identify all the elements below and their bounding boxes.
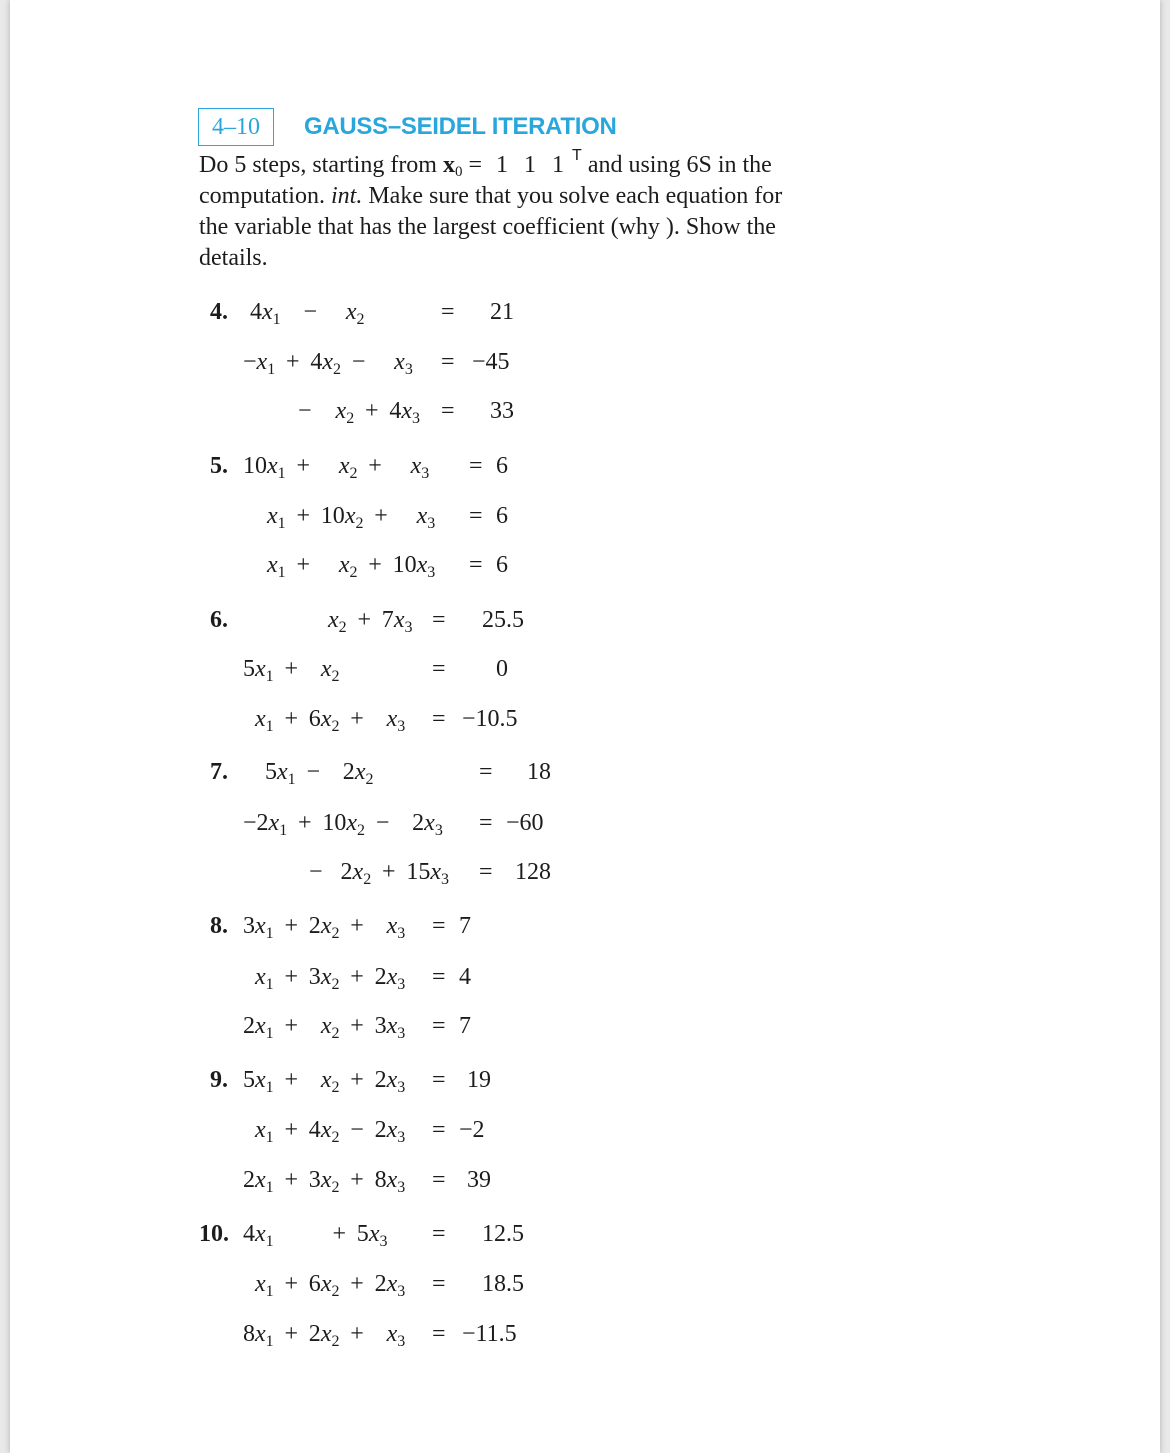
- equation-row: $x_1 + 6x_2 + 2x_3$: [255, 1271, 406, 1300]
- equals-sign: =: [432, 1067, 446, 1093]
- equation-row: $x_1 + 4x_2 - 2x_3$: [255, 1117, 406, 1146]
- right-hand-side: 21: [490, 299, 514, 325]
- right-hand-side: 33: [490, 398, 514, 424]
- right-hand-side: −60: [506, 810, 544, 836]
- equation-row: $2x_1$ + $x_2 + 3x_3$: [243, 1013, 406, 1042]
- equation-row: $5x_1$ + $x_2$: [243, 656, 340, 685]
- equation-row: $3x_1 + 2x_2$ + $x_3$: [243, 913, 406, 942]
- right-hand-side: 18: [527, 759, 551, 785]
- problem-number: 7.: [210, 759, 228, 785]
- equals-sign: =: [432, 1013, 446, 1039]
- right-hand-side: 12.5: [482, 1221, 524, 1247]
- instructions-paragraph: Do 5 steps, starting from $x_0 = 1$ 1 1 $^T$ and using 6S in the computation. int. Make sure that you solve each equation for the variable that has the largest coefficient (why ). Show the details.: [199, 147, 783, 271]
- equation-row: $-2x_1 + 10x_2$ − $2x_3$: [243, 810, 443, 839]
- right-hand-side: −2: [459, 1117, 485, 1143]
- right-hand-side: 25.5: [482, 607, 524, 633]
- problem-number: 6.: [210, 607, 228, 633]
- equation-row: $8x_1 + 2x_2$ + $x_3$: [243, 1321, 406, 1350]
- equation-row: $x_2 + 7x_3$: [328, 607, 413, 636]
- right-hand-side: 6: [496, 453, 508, 479]
- right-hand-side: 6: [496, 503, 508, 529]
- equals-sign: =: [441, 299, 455, 325]
- equation-row: $4x_1$ + $5x_3$: [243, 1221, 388, 1250]
- problem-number: 4.: [210, 299, 228, 325]
- problem-number: 5.: [210, 453, 228, 479]
- equation-row: $4x_1$ − $x_2$: [250, 299, 365, 328]
- equation-row: $5x_1$ − $2x_2$: [265, 759, 374, 788]
- right-hand-side: −11.5: [462, 1321, 517, 1347]
- right-hand-side: 7: [459, 913, 471, 939]
- equals-sign: =: [432, 1167, 446, 1193]
- equation-row: − $2x_2 + 15x_3$: [309, 859, 450, 888]
- equals-sign: =: [432, 964, 446, 990]
- equation-row: $x_1$ + $x_2 + 10x_3$: [267, 552, 436, 581]
- equals-sign: =: [432, 1271, 446, 1297]
- equals-sign: =: [479, 759, 493, 785]
- right-hand-side: 19: [467, 1067, 491, 1093]
- right-hand-side: 39: [467, 1167, 491, 1193]
- right-hand-side: 0: [496, 656, 508, 682]
- equals-sign: =: [479, 810, 493, 836]
- equals-sign: =: [432, 656, 446, 682]
- equation-row: $10x_1$ + $x_2$ + $x_3$: [243, 453, 430, 482]
- equation-row: $x_1 + 6x_2$ + $x_3$: [255, 706, 406, 735]
- right-hand-side: 18.5: [482, 1271, 524, 1297]
- equals-sign: =: [469, 453, 483, 479]
- equals-sign: =: [432, 1321, 446, 1347]
- equation-row: − $x_2 + 4x_3$: [298, 398, 421, 427]
- equation-row: $5x_1$ + $x_2 + 2x_3$: [243, 1067, 406, 1096]
- problem-number: 10.: [199, 1221, 229, 1247]
- section-number-box: 4–10: [198, 108, 274, 146]
- equation-row: $2x_1 + 3x_2 + 8x_3$: [243, 1167, 406, 1196]
- right-hand-side: −45: [472, 349, 510, 375]
- equals-sign: =: [432, 913, 446, 939]
- equals-sign: =: [441, 398, 455, 424]
- section-title: GAUSS–SEIDEL ITERATION: [304, 113, 617, 140]
- right-hand-side: 6: [496, 552, 508, 578]
- problem-number: 9.: [210, 1067, 228, 1093]
- right-hand-side: 128: [515, 859, 551, 885]
- equals-sign: =: [432, 1117, 446, 1143]
- equals-sign: =: [469, 552, 483, 578]
- equation-row: $x_1 + 3x_2 + 2x_3$: [255, 964, 406, 993]
- equals-sign: =: [479, 859, 493, 885]
- equals-sign: =: [441, 349, 455, 375]
- equation-row: $x_1 + 10x_2$ + $x_3$: [267, 503, 436, 532]
- equals-sign: =: [432, 706, 446, 732]
- right-hand-side: −10.5: [462, 706, 518, 732]
- problem-number: 8.: [210, 913, 228, 939]
- right-hand-side: 7: [459, 1013, 471, 1039]
- equals-sign: =: [432, 607, 446, 633]
- right-hand-side: 4: [459, 964, 471, 990]
- equals-sign: =: [432, 1221, 446, 1247]
- equals-sign: =: [469, 503, 483, 529]
- equation-row: $-x_1 + 4x_2$ − $x_3$: [243, 349, 413, 378]
